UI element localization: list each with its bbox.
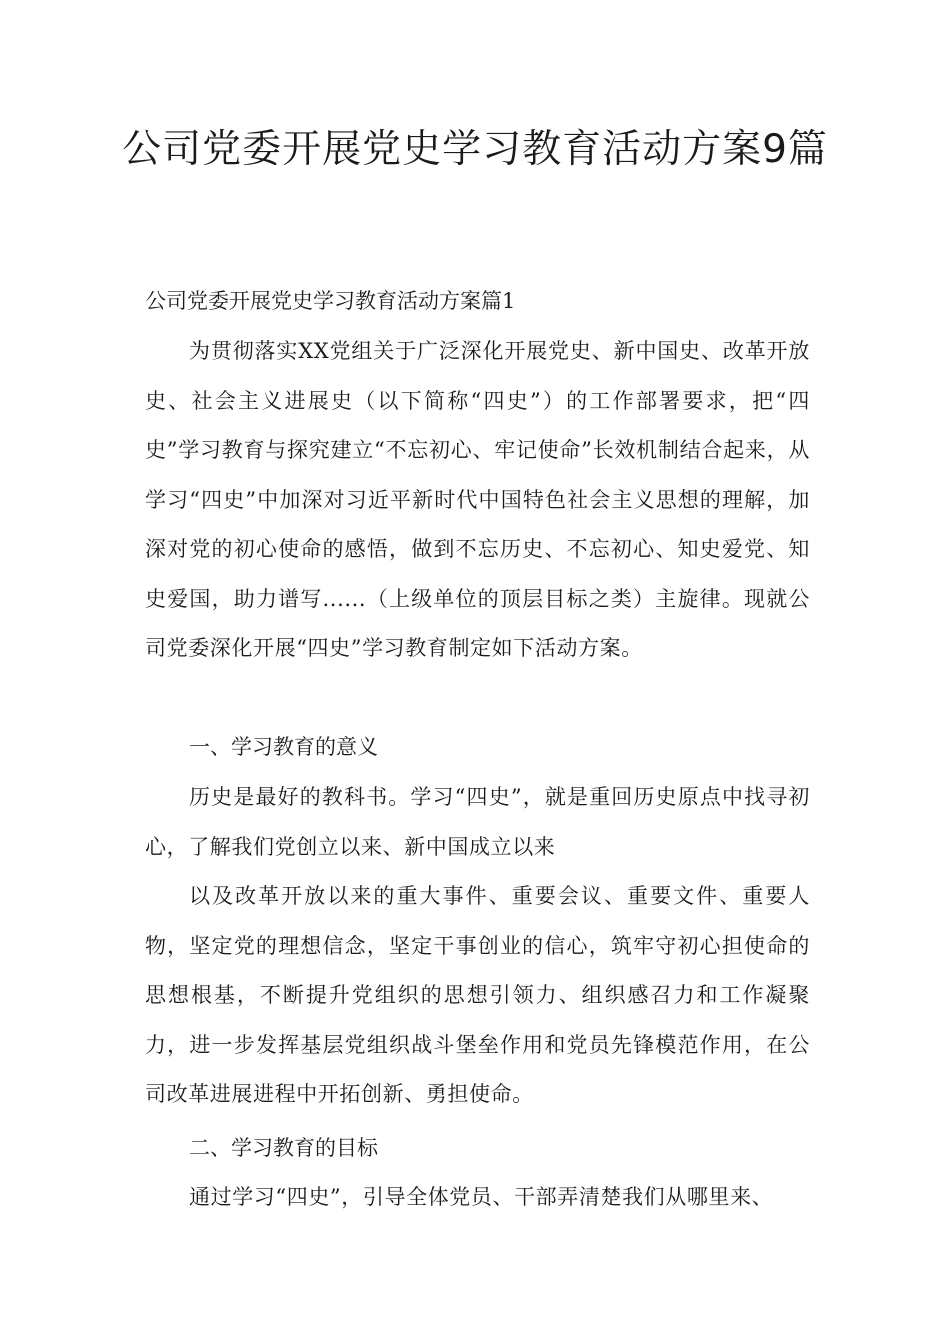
paragraph-intro: 为贯彻落实XX党组关于广泛深化开展党史、新中国史、改革开放史、社会主义进展史（以下简称“四史”）的工作部署要求，把“四史”学习教育与探究建立“不忘初心、牢记使命”长效机制结合起来，从学习“四史”中加深对习近平新时代中国特色社会主义思想的理解，加深对党的初心使命的感悟，做到不忘历史、不忘初心、知史爱党、知史爱国，助力谱写......（上级单位的顶层目标之类）主旋律。现就公司党委深化开展“四史”学习教育制定如下活动方案。 — [145, 339, 810, 660]
paragraph-events: 以及改革开放以来的重大事件、重要会议、重要文件、重要人物，坚定党的理想信念，坚定干事创业的信心，筑牢守初心担使命的思想根基，不断提升党组织的思想引领力、组织感召力和工作凝聚力，进一步发挥基层党组织战斗堡垒作用和党员先锋模范作用，在公司改革进展进程中开拓创新、勇担使命。 — [145, 884, 810, 1106]
section-title: 公司党委开展党史学习教育活动方案篇1 — [145, 289, 516, 313]
heading-significance: 一、学习教育的意义 — [189, 735, 378, 759]
document-title: 公司党委开展党史学习教育活动方案9篇 — [122, 127, 828, 172]
paragraph-history: 历史是最好的教科书。学习“四史”，就是重回历史原点中找寻初心，了解我们党创立以来、新中国成立以来 — [145, 785, 810, 859]
heading-goals: 二、学习教育的目标 — [189, 1136, 378, 1160]
paragraph-goals: 通过学习“四史”，引导全体党员、干部弄清楚我们从哪里来、 — [189, 1185, 774, 1209]
